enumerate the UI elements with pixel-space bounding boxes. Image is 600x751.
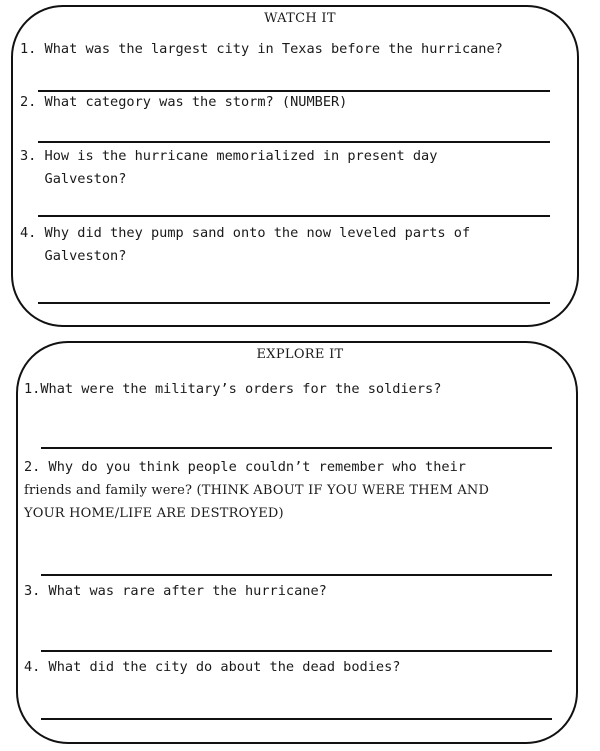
explore-question-2	[24, 456, 489, 525]
watch-question-2-line-1: 2. What category was the storm? (NUMBER)	[20, 94, 348, 110]
watch-question-1-line-1: 1. What was the largest city in Texas before the hurricane?	[20, 41, 503, 57]
explore-question-3-line-1: 3. What was rare after the hurricane?	[24, 583, 327, 599]
watch-question-3	[20, 145, 437, 191]
watch-question-1	[20, 38, 503, 61]
explore-answer-line-1[interactable]	[41, 447, 552, 449]
watch-question-4	[20, 222, 470, 268]
watch-question-3-line-1: 3. How is the hurricane memorialized in present day	[20, 148, 438, 164]
explore-answer-line-4[interactable]	[41, 718, 552, 720]
explore-question-2-line-2: friends and family were? (THINK ABOUT IF YOU WERE THEM AND	[24, 483, 490, 498]
watch-answer-line-2[interactable]	[38, 141, 550, 143]
watch-question-4-line-2: Galveston?	[20, 248, 127, 264]
explore-answer-line-3[interactable]	[41, 650, 552, 652]
explore-question-4-line-1: 4. What did the city do about the dead bodies?	[24, 659, 401, 675]
explore-question-2-line-1: 2. Why do you think people couldn’t remember who their	[24, 459, 466, 475]
explore-question-4	[24, 656, 400, 679]
watch-answer-line-4[interactable]	[38, 302, 550, 304]
watch-it-title: WATCH IT	[264, 11, 336, 26]
watch-answer-line-3[interactable]	[38, 215, 550, 217]
watch-question-4-line-1: 4. Why did they pump sand onto the now leveled parts of	[20, 225, 471, 241]
explore-question-2-line-3: YOUR HOME/LIFE ARE DESTROYED)	[24, 506, 284, 521]
watch-question-3-line-2: Galveston?	[20, 171, 127, 187]
explore-it-section	[16, 341, 578, 744]
explore-answer-line-2[interactable]	[41, 574, 552, 576]
explore-it-title: EXPLORE IT	[256, 347, 344, 362]
explore-question-3	[24, 580, 327, 603]
explore-question-1-line-1: 1.What were the military’s orders for the soldiers?	[24, 381, 442, 397]
watch-question-2	[20, 91, 347, 114]
explore-question-1	[24, 378, 441, 401]
